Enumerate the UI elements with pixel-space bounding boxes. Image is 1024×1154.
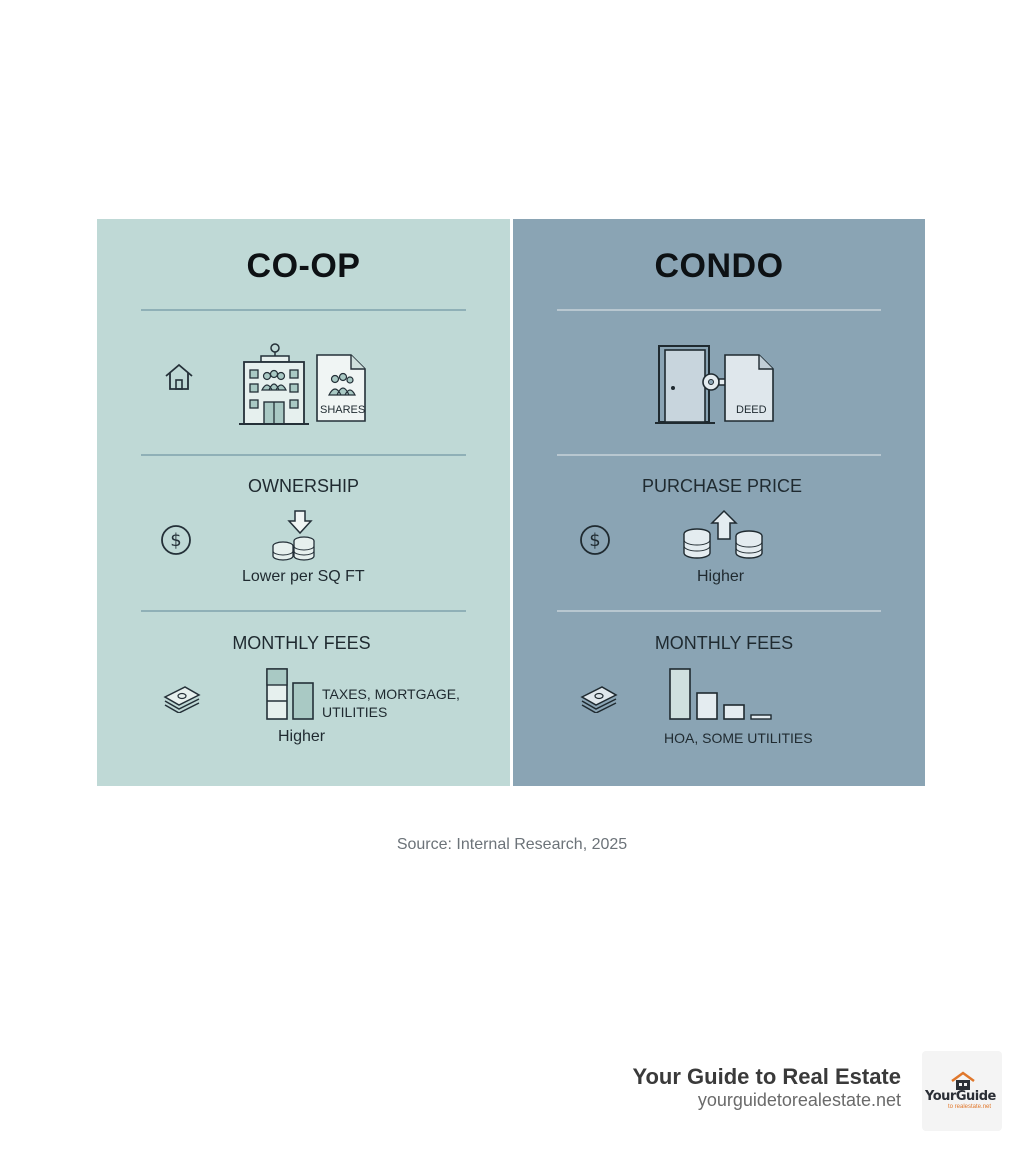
- house-icon: [163, 362, 195, 392]
- coin-stack-arrow-down-icon: [269, 509, 319, 561]
- coop-price-note: Lower per SQ FT: [242, 568, 365, 585]
- coop-ownership-label: OWNERSHIP: [247, 476, 359, 496]
- condo-divider-2: [557, 454, 881, 456]
- svg-text:$: $: [170, 530, 182, 551]
- source-note: Source: Internal Research, 2025: [396, 836, 628, 853]
- coop-panel: [97, 219, 510, 786]
- condo-fees-items: HOA, SOME UTILITIES: [664, 730, 813, 746]
- coop-title: CO-OP: [246, 247, 361, 285]
- footer-site-title: Your Guide to Real Estate: [632, 1064, 901, 1089]
- svg-text:$: $: [589, 530, 601, 551]
- condo-divider-3: [557, 610, 881, 612]
- apartment-building-icon: [239, 342, 309, 426]
- coop-divider-3: [141, 610, 466, 612]
- condo-purchase-price-label: PURCHASE PRICE: [641, 476, 803, 496]
- fee-bars-high-icon: [265, 667, 319, 721]
- deed-label: DEED: [736, 404, 767, 416]
- dollar-circle-icon: [160, 524, 192, 556]
- house-logo-icon: [950, 1071, 976, 1091]
- fee-bars-decreasing-icon: [668, 667, 778, 721]
- coop-monthly-fees-label: MONTHLY FEES: [232, 633, 371, 653]
- footer-site-url[interactable]: yourguidetorealestate.net: [697, 1090, 901, 1110]
- logo-subtext: to realestate.net: [948, 1104, 992, 1110]
- coin-stack-arrow-up-icon: [681, 509, 767, 561]
- site-logo[interactable]: [922, 1051, 1002, 1131]
- condo-monthly-fees-label: MONTHLY FEES: [654, 633, 794, 653]
- coop-fees-items: TAXES, MORTGAGE, UTILITIES: [322, 686, 460, 720]
- shares-label: SHARES: [320, 404, 366, 416]
- dollar-circle-icon: [579, 524, 611, 556]
- coop-fees-note: Higher: [278, 728, 326, 745]
- coop-divider-2: [141, 454, 466, 456]
- condo-panel: [513, 219, 925, 786]
- cash-stack-icon: [163, 683, 201, 713]
- logo-wordmark: YourGuide: [925, 1089, 996, 1104]
- condo-title: CONDO: [654, 247, 784, 285]
- condo-divider-1: [557, 309, 881, 311]
- condo-price-note: Higher: [697, 568, 745, 585]
- cash-stack-icon: [580, 683, 618, 713]
- coop-divider-1: [141, 309, 466, 311]
